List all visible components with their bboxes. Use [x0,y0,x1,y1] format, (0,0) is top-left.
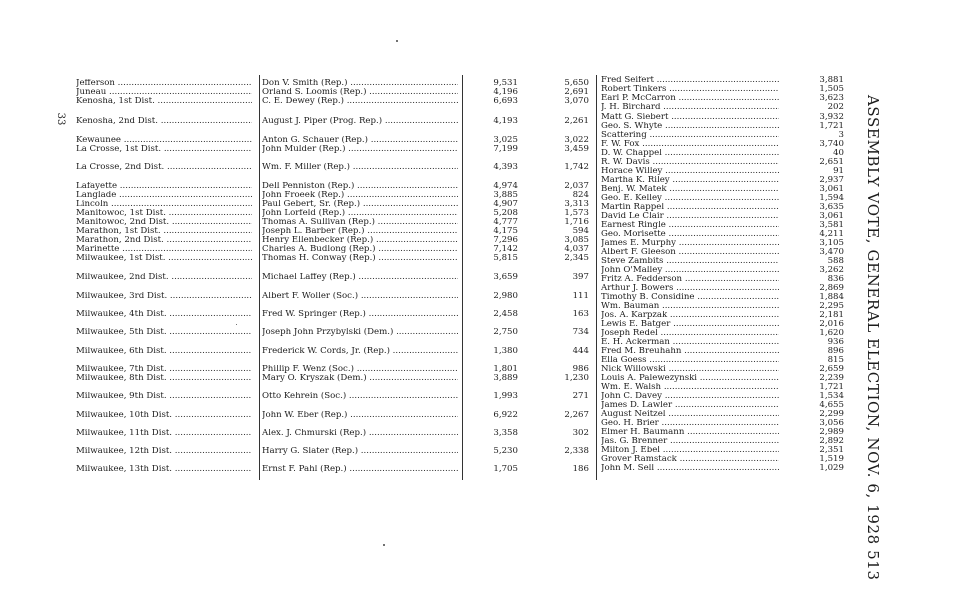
opponent-name: Earl P. McCarron ..... [601,94,779,103]
opponent-votes: 1,594 [819,194,844,203]
district-name: Kenosha, 1st Dist. ..... [76,97,252,106]
opponent-name: Elmer H. Baumann ..... [601,428,779,437]
plurality-votes: 1,716 [564,218,589,227]
plurality-votes: 2,345 [564,254,589,263]
opponent-votes: 1,029 [819,464,844,473]
candidate-votes: 3,659 [493,273,518,282]
candidate-votes: 4,175 [493,227,518,236]
candidate-name: Mary O. Kryszak (Dem.) ..... [262,374,458,383]
table-row [0,266,964,275]
candidate-votes: 4,393 [493,163,518,172]
opponent-votes: 3,061 [819,212,844,221]
opponent-name: Geo. E. Kelley ..... [601,194,779,203]
candidate-votes: 4,907 [493,200,518,209]
candidate-name: Thomas H. Conway (Rep.) ..... [262,254,458,263]
table-row [0,149,964,158]
opponent-name: Steve Zambits ..... [601,257,779,266]
district-name: Lincoln ..... [76,200,252,209]
side-page-number: 33 [55,112,66,126]
opponent-name: Wm. E. Walsh ..... [601,383,779,392]
district-name: Milwaukee, 8th Dist. ..... [76,374,252,383]
table-row [0,167,964,176]
opponent-name: Geo. Morisette ..... [601,230,779,239]
opponent-votes: 40 [833,149,844,158]
opponent-name: J. H. Birchard ..... [601,103,779,112]
candidate-votes: 1,993 [493,392,518,401]
candidate-name: C. E. Dewey (Rep.) ..... [262,97,458,106]
candidate-name: John Lorfeld (Rep.) ..... [262,209,458,218]
table-row [0,311,964,320]
candidate-name: Ernst F. Pahl (Rep.) ..... [262,465,458,474]
candidate-name: Don V. Smith (Rep.) ..... [262,79,458,88]
opponent-name: R. W. Davis ..... [601,158,779,167]
opponent-name: David Le Clair ..... [601,212,779,221]
opponent-name: Grover Ramstack ..... [601,455,779,464]
candidate-name: Thomas A. Sullivan (Rep.) ..... [262,218,458,227]
plurality-votes: 1,230 [564,374,589,383]
plurality-votes: 1,573 [564,209,589,218]
candidate-name: Fred W. Springer (Rep.) ..... [262,310,458,319]
opponent-votes: 2,989 [819,428,844,437]
table-row [0,419,964,428]
candidate-votes: 6,693 [493,97,518,106]
district-name: Juneau ..... [76,88,252,97]
table-row [0,410,964,419]
opponent-votes: 936 [827,338,844,347]
plurality-votes: 986 [572,365,589,374]
plurality-votes: 1,742 [564,163,589,172]
table-row [0,131,964,140]
table-row [0,203,964,212]
candidate-name: Paul Gebert, Sr. (Rep.) ..... [262,200,458,209]
opponent-votes: 896 [827,347,844,356]
table-row [0,257,964,266]
header-title: ASSEMBLY VOTE, GENERAL ELECTION, NOV. 6, 1928 [864,95,882,545]
candidate-name: Phillip F. Wenz (Soc.) ..... [262,365,458,374]
table-row [0,401,964,410]
plurality-votes: 3,022 [564,136,589,145]
candidate-name: Alex. J. Chmurski (Rep.) ..... [262,429,458,438]
district-name: Milwaukee, 2nd Dist. ..... [76,273,252,282]
table-row [0,185,964,194]
opponent-votes: 588 [827,257,844,266]
candidate-votes: 7,142 [493,245,518,254]
plurality-votes: 3,313 [564,200,589,209]
table-row [0,320,964,329]
opponent-name: Louis A. Palewezynski ..... [601,374,779,383]
plurality-votes: 2,037 [564,182,589,191]
plurality-votes: 3,070 [564,97,589,106]
district-name: Milwaukee, 11th Dist. ..... [76,429,252,438]
candidate-votes: 5,815 [493,254,518,263]
candidate-name: Henry Ellenbecker (Rep.) ..... [262,236,458,245]
district-name: Kenosha, 2nd Dist. ..... [76,117,252,126]
opponent-name: Jos. A. Karpzak ..... [601,311,779,320]
opponent-name: Albert F. Gleeson ..... [601,248,779,257]
table-row [0,140,964,149]
candidate-votes: 4,777 [493,218,518,227]
candidate-name: Michael Laffey (Rep.) ..... [262,273,458,282]
opponent-votes: 2,651 [819,158,844,167]
district-name: La Crosse, 2nd Dist. ..... [76,163,252,172]
opponent-votes: 2,869 [819,284,844,293]
plurality-votes: 111 [572,292,589,301]
opponent-name: Geo. S. Whyte ..... [601,122,779,131]
district-name: Jefferson ..... [76,79,252,88]
candidate-votes: 3,885 [493,191,518,200]
opponent-votes: 1,519 [819,455,844,464]
stray-mark [396,40,398,42]
opponent-votes: 3 [838,131,844,140]
opponent-name: Lewis E. Batger ..... [601,320,779,329]
candidate-votes: 5,230 [493,447,518,456]
opponent-name: Joseph Redel ..... [601,329,779,338]
opponent-name: James D. Lawler ..... [601,401,779,410]
candidate-votes: 4,193 [493,117,518,126]
plurality-votes: 302 [572,429,589,438]
candidate-votes: 6,922 [493,411,518,420]
table-row [0,428,964,437]
table-row [0,212,964,221]
candidate-name: Charles A. Budlong (Rep.) ..... [262,245,458,254]
district-name: Manitowoc, 2nd Dist. ..... [76,218,252,227]
table-row [0,302,964,311]
opponent-votes: 1,721 [819,383,844,392]
district-name: Milwaukee, 12th Dist. ..... [76,447,252,456]
plurality-votes: 5,650 [564,79,589,88]
plurality-votes: 594 [572,227,589,236]
candidate-votes: 1,380 [493,347,518,356]
plurality-votes: 444 [572,347,589,356]
candidate-votes: 9,531 [493,79,518,88]
opponent-votes: 1,884 [819,293,844,302]
candidate-name: John Mulder (Rep.) ..... [262,145,458,154]
candidate-name: Joseph John Przybylski (Dem.) ..... [262,328,458,337]
opponent-name: August Neitzel ..... [601,410,779,419]
opponent-name: Martha K. Riley ..... [601,176,779,185]
opponent-votes: 1,721 [819,122,844,131]
plurality-votes: 3,459 [564,145,589,154]
table-row [0,356,964,365]
opponent-votes: 2,299 [819,410,844,419]
district-name: Milwaukee, 1st Dist. ..... [76,254,252,263]
table-row [0,239,964,248]
table-row [0,338,964,347]
candidate-votes: 7,199 [493,145,518,154]
opponent-name: Jas. G. Brenner ..... [601,437,779,446]
candidate-votes: 1,705 [493,465,518,474]
opponent-votes: 2,181 [819,311,844,320]
opponent-votes: 815 [827,356,844,365]
opponent-name: Milton J. Ebel ..... [601,446,779,455]
district-name: Langlade ..... [76,191,252,200]
opponent-votes: 3,635 [819,203,844,212]
plurality-votes: 734 [572,328,589,337]
table-row [0,221,964,230]
opponent-votes: 2,937 [819,176,844,185]
opponent-votes: 2,295 [819,302,844,311]
opponent-votes: 3,470 [819,248,844,257]
table-row [0,113,964,122]
candidate-name: Harry G. Slater (Rep.) ..... [262,447,458,456]
opponent-votes: 3,740 [819,140,844,149]
opponent-votes: 3,881 [819,76,844,85]
table-row [0,437,964,446]
table-row [0,284,964,293]
opponent-name: Fritz A. Fedderson ..... [601,275,779,284]
opponent-votes: 2,016 [819,320,844,329]
opponent-name: James E. Murphy ..... [601,239,779,248]
table-row [0,275,964,284]
table-row [0,293,964,302]
opponent-votes: 1,620 [819,329,844,338]
district-name: Milwaukee, 13th Dist. ..... [76,465,252,474]
opponent-votes: 3,061 [819,185,844,194]
opponent-name: Horace Willey ..... [601,167,779,176]
plurality-votes: 2,691 [564,88,589,97]
candidate-name: Joseph L. Barber (Rep.) ..... [262,227,458,236]
table-row [0,392,964,401]
opponent-votes: 3,581 [819,221,844,230]
opponent-votes: 2,659 [819,365,844,374]
district-name: La Crosse, 1st Dist. ..... [76,145,252,154]
opponent-name: Fred M. Breuhahn ..... [601,347,779,356]
opponent-name: Geo. H. Brier ..... [601,419,779,428]
table-row [0,194,964,203]
opponent-votes: 4,655 [819,401,844,410]
district-name: Milwaukee, 5th Dist. ..... [76,328,252,337]
plurality-votes: 163 [572,310,589,319]
plurality-votes: 271 [572,392,589,401]
district-name: Marathon, 2nd Dist. ..... [76,236,252,245]
table-row [0,329,964,338]
district-name: Milwaukee, 3rd Dist. ..... [76,292,252,301]
opponent-votes: 3,262 [819,266,844,275]
opponent-name: John C. Davey ..... [601,392,779,401]
table-row [0,158,964,167]
plurality-votes: 824 [572,191,589,200]
opponent-votes: 202 [827,103,844,112]
district-name: Milwaukee, 10th Dist. ..... [76,411,252,420]
candidate-name: Otto Kehrein (Soc.) ..... [262,392,458,401]
table-row [0,103,964,112]
opponent-name: Nick Willowski ..... [601,365,779,374]
table-row [0,94,964,103]
candidate-name: Frederick W. Cords, Jr. (Rep.) ..... [262,347,458,356]
table-row [0,248,964,257]
table-row [0,374,964,383]
plurality-votes: 3,085 [564,236,589,245]
plurality-votes: 2,267 [564,411,589,420]
opponent-name: Fred Seifert ..... [601,76,779,85]
candidate-votes: 4,196 [493,88,518,97]
candidate-votes: 2,750 [493,328,518,337]
header-page-number: 513 [864,550,882,581]
district-name: Kewaunee ..... [76,136,252,145]
district-name: Milwaukee, 4th Dist. ..... [76,310,252,319]
table-row [0,347,964,356]
candidate-name: Orland S. Loomis (Rep.) ..... [262,88,458,97]
table-row [0,230,964,239]
candidate-votes: 5,208 [493,209,518,218]
opponent-name: Matt G. Siebert ..... [601,113,779,122]
plurality-votes: 2,338 [564,447,589,456]
opponent-name: Robert Tinkers ..... [601,85,779,94]
opponent-name: E. H. Ackerman ..... [601,338,779,347]
opponent-votes: 3,623 [819,94,844,103]
district-name: Milwaukee, 6th Dist. ..... [76,347,252,356]
opponent-name: Benj. W. Matek ..... [601,185,779,194]
district-name: Milwaukee, 9th Dist. ..... [76,392,252,401]
opponent-votes: 3,056 [819,419,844,428]
candidate-name: Albert F. Woller (Soc.) ..... [262,292,458,301]
plurality-votes: 186 [572,465,589,474]
candidate-name: John Froeek (Rep.) ..... [262,191,458,200]
plurality-votes: 2,261 [564,117,589,126]
candidate-votes: 7,296 [493,236,518,245]
candidate-name: John W. Eber (Rep.) ..... [262,411,458,420]
opponent-votes: 1,534 [819,392,844,401]
table-row [0,76,964,85]
candidate-votes: 3,358 [493,429,518,438]
opponent-votes: 836 [827,275,844,284]
opponent-name: Martin Rappel ..... [601,203,779,212]
opponent-votes: 2,892 [819,437,844,446]
table-row [0,85,964,94]
opponent-votes: 4,211 [819,230,844,239]
opponent-name: Wm. Bauman ..... [601,302,779,311]
candidate-votes: 2,458 [493,310,518,319]
candidate-name: Dell Penniston (Rep.) ..... [262,182,458,191]
table-row [0,455,964,464]
candidate-votes: 3,025 [493,136,518,145]
opponent-name: Ella Goess ..... [601,356,779,365]
candidate-name: Wm. F. Miller (Rep.) ..... [262,163,458,172]
table-row [0,446,964,455]
opponent-name: John M. Sell ..... [601,464,779,473]
opponent-name: John O'Malley ..... [601,266,779,275]
plurality-votes: 4,037 [564,245,589,254]
table-row [0,365,964,374]
district-name: Marinette ..... [76,245,252,254]
opponent-name: Earnest Ringle ..... [601,221,779,230]
candidate-name: August J. Piper (Prog. Rep.) ..... [262,117,458,126]
table-row [0,383,964,392]
opponent-votes: 3,105 [819,239,844,248]
candidate-votes: 4,974 [493,182,518,191]
opponent-votes: 3,932 [819,113,844,122]
opponent-name: F. W. Fox ..... [601,140,779,149]
table-row [0,176,964,185]
candidate-name: Anton G. Schauer (Rep.) ..... [262,136,458,145]
table-row [0,122,964,131]
candidate-votes: 2,980 [493,292,518,301]
district-name: Manitowoc, 1st Dist. ..... [76,209,252,218]
opponent-name: Arthur J. Bowers ..... [601,284,779,293]
opponent-name: Scattering ..... [601,131,779,140]
opponent-name: Timothy B. Considine ..... [601,293,779,302]
candidate-votes: 3,889 [493,374,518,383]
district-name: Marathon, 1st Dist. ..... [76,227,252,236]
opponent-votes: 2,239 [819,374,844,383]
plurality-votes: 397 [572,273,589,282]
opponent-votes: 1,505 [819,85,844,94]
district-name: Milwaukee, 7th Dist. ..... [76,365,252,374]
opponent-name: D. W. Chappel ..... [601,149,779,158]
stray-mark [383,544,385,546]
opponent-votes: 91 [833,167,844,176]
table-row [0,464,964,473]
candidate-votes: 1,801 [493,365,518,374]
opponent-votes: 2,351 [819,446,844,455]
district-name: Lafayette ..... [76,182,252,191]
